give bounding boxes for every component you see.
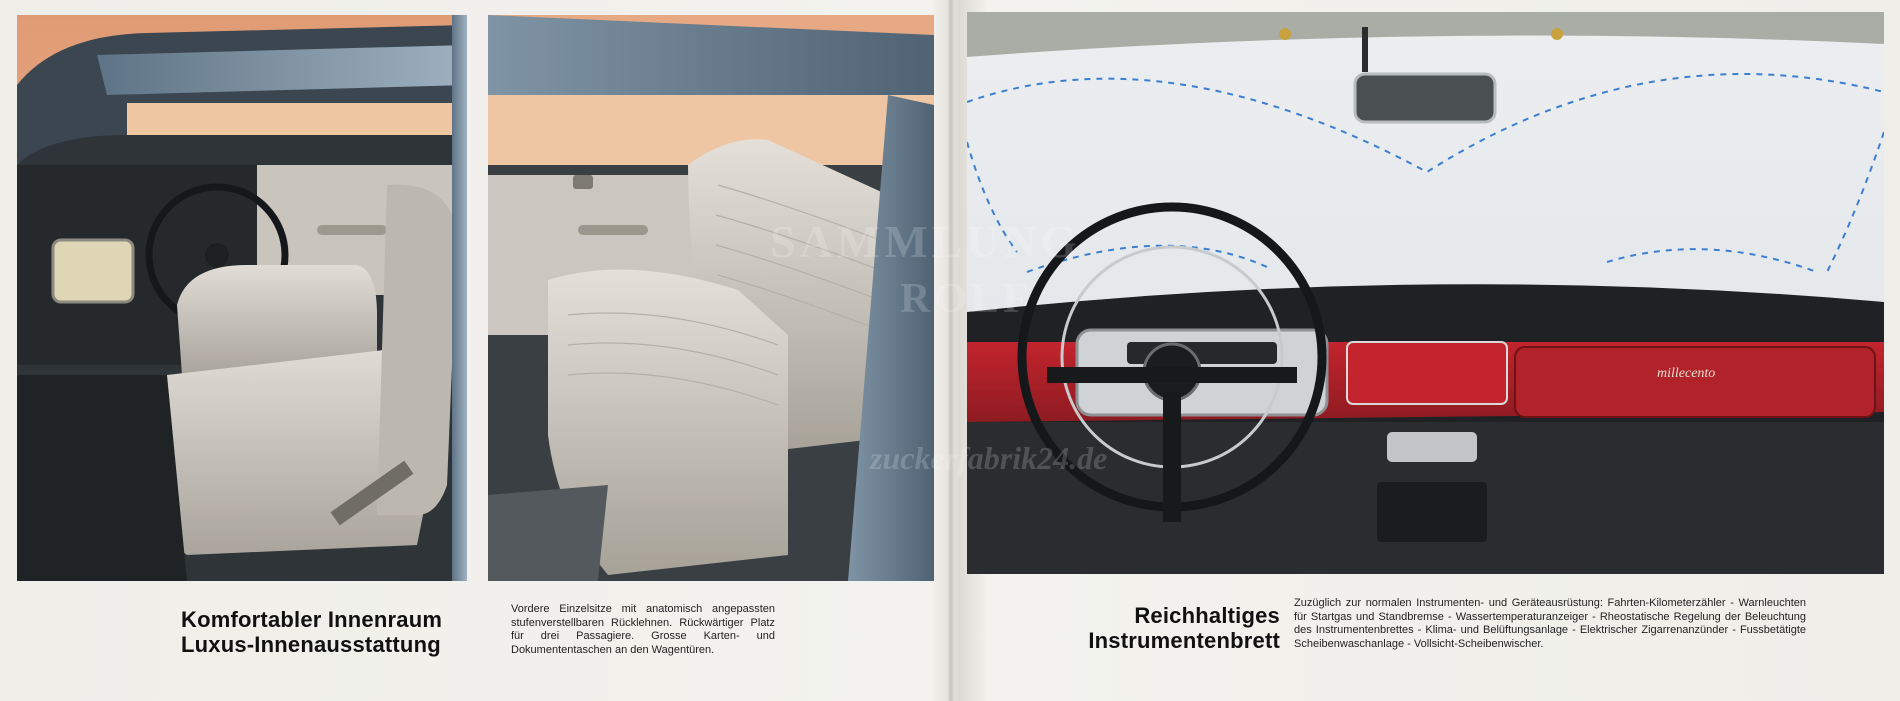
- dash-script-badge: millecento: [1657, 366, 1716, 381]
- photo-dashboard: [967, 12, 1884, 574]
- rear-interior-illustration: [488, 15, 934, 581]
- photo-rear-interior: [488, 15, 934, 581]
- page-gutter: [948, 0, 954, 701]
- watermark-line2: ROLF: [900, 276, 1033, 322]
- dashboard-heading: [1040, 603, 1280, 653]
- interior-heading-line1: Komfortabler Innenraum: [181, 607, 443, 632]
- photo-front-interior: [17, 15, 467, 581]
- front-interior-illustration: [17, 15, 467, 581]
- dashboard-illustration: [967, 12, 1884, 574]
- interior-heading-line2: Luxus-Innenausstattung: [181, 632, 441, 657]
- dashboard-heading-line1: Reichhaltiges: [1134, 603, 1280, 628]
- dashboard-description: Zuzüglich zur normalen Instrumenten- und Geräteausrüstung: Fahrten-Kilometerzähler - Warnleuchten für Startgas und Standbremse - Wassertemperaturanzeiger - Rheostatische Regelung der Beleuchtung des Instrumentenbrettes - Klima- und Belüftungsanlage - Elektrischer Zigarrenanzünder - Fussbetätigte Scheibenwaschanlage - Vollsicht-Scheibenwischer.: [1294, 597, 1806, 650]
- interior-heading: [181, 607, 501, 657]
- interior-description: Vordere Einzelsitze mit anatomisch angepassten stufenverstellbaren Rücklehnen. Rückwärtiger Platz für drei Passagiere. Grosse Karten- und Dokumententaschen an den Wagentüren.: [511, 603, 775, 656]
- dashboard-heading-line2: Instrumentenbrett: [1088, 628, 1280, 653]
